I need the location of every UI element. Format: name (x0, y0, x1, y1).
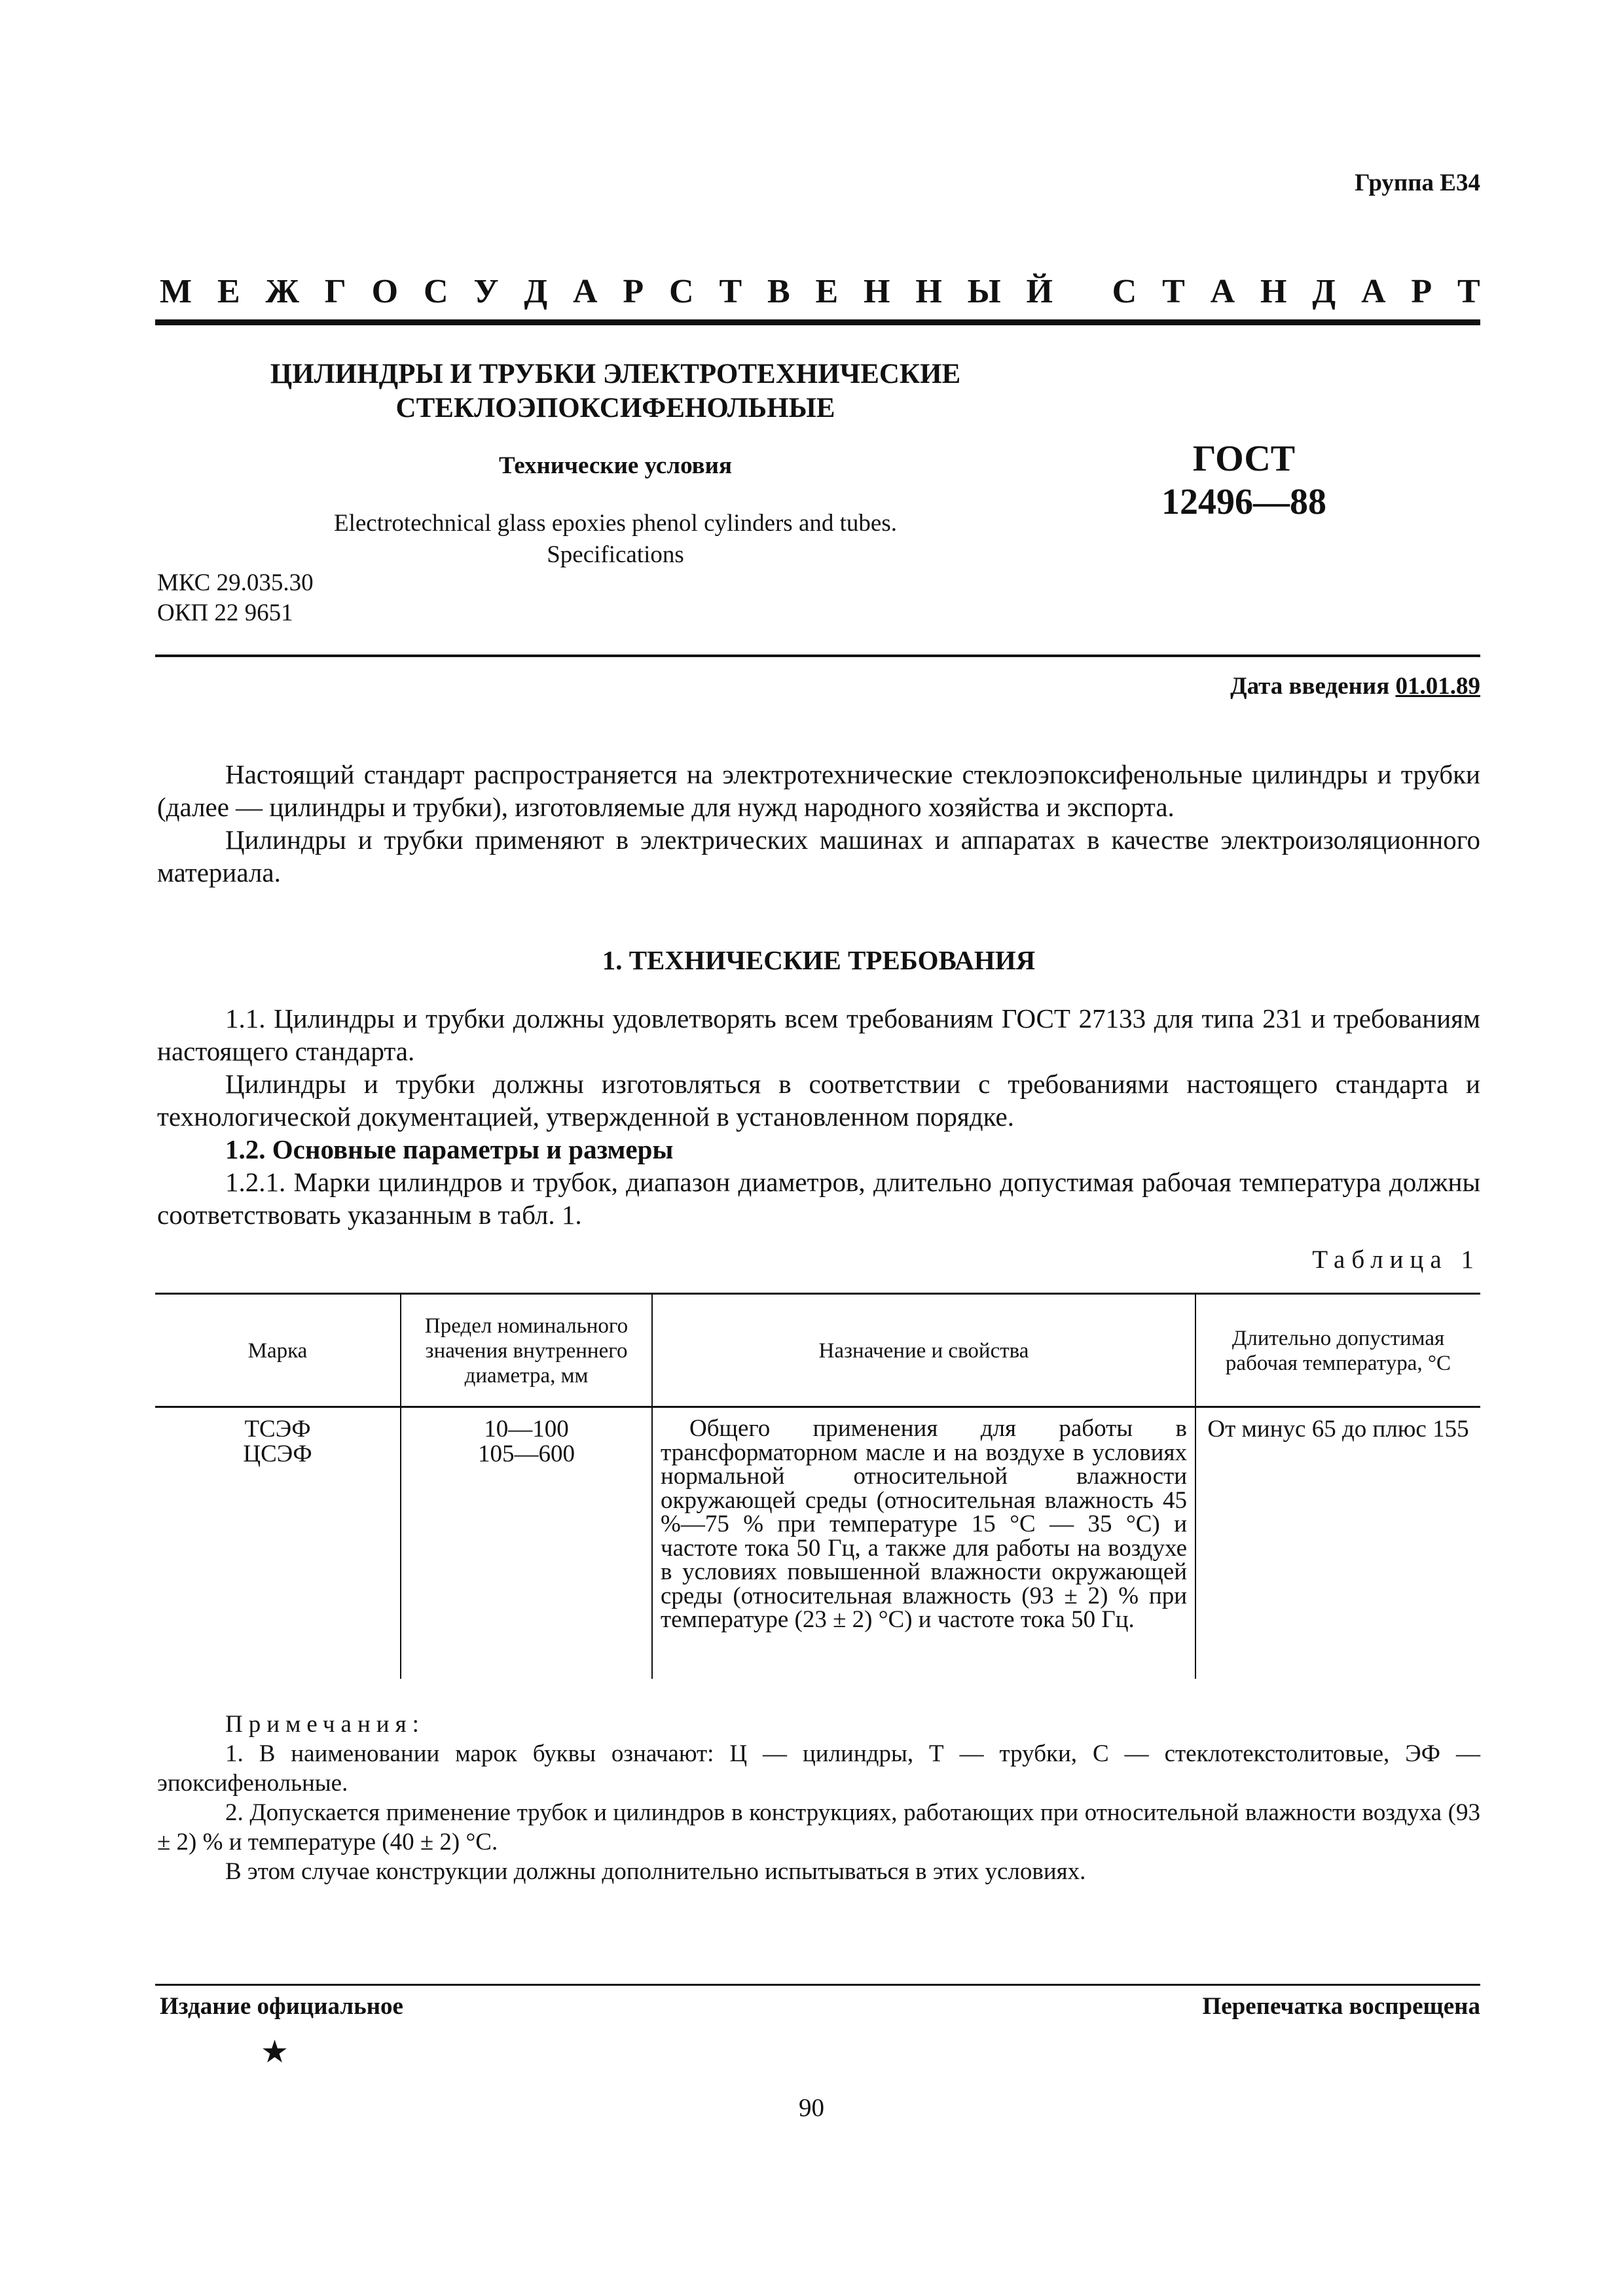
star-icon: ★ (261, 2035, 289, 2070)
table-row (155, 1407, 1480, 1679)
paragraph-1-1: 1.1. Цилиндры и трубки должны удовлетворять всем требованиям ГОСТ 27133 для типа 231 и требованиям настоящего стандарта. (157, 1003, 1480, 1066)
interstate-letter: Ж (265, 273, 299, 310)
paragraph-1-2-1: 1.2.1. Марки цилиндров и трубок, диапазон диаметров, длительно допустимая рабочая температура должны соответствовать указанным в табл. 1. (157, 1167, 1480, 1230)
interstate-letter: Т (719, 273, 742, 310)
classification-codes (157, 568, 314, 628)
paragraph-1-2-heading: 1.2. Основные параметры и размеры (225, 1134, 674, 1164)
diameter-range-1: 10—100 (484, 1416, 569, 1443)
paragraph-1-1-cont: Цилиндры и трубки должны изготовляться в соответствии с требованиями настоящего стандарта и технологической документацией, утвержденной в установленном порядке. (157, 1069, 1480, 1132)
interstate-letter: Й (1026, 273, 1053, 310)
table-notes (157, 1710, 1480, 1886)
official-edition-label: Издание официальное (160, 1993, 403, 2020)
interstate-letter: Р (623, 273, 644, 310)
note-1: 1. В наименовании марок буквы означают: Ц — цилиндры, Т — трубки, С — стеклотекстолитовые, ЭФ — эпоксифенольные. (157, 1740, 1480, 1797)
header-diameter: Предел номинального значения внутреннего диаметра, мм (401, 1294, 652, 1407)
interstate-letter: А (1210, 273, 1235, 310)
interstate-letter: М (160, 273, 192, 310)
interstate-letter: Г (324, 273, 346, 310)
reprint-prohibited-label: Перепечатка воспрещена (1202, 1993, 1480, 2020)
group-label: Группа Е34 (1355, 170, 1480, 196)
header-mark: Марка (155, 1294, 401, 1407)
paragraph-application: Цилиндры и трубки применяют в электрических машинах и аппаратах в качестве электроизоляционного материала. (157, 825, 1480, 888)
title-rule (155, 655, 1480, 657)
interstate-letter: А (1360, 273, 1386, 310)
interstate-letter: У (473, 273, 499, 310)
cell-diameter (401, 1407, 652, 1679)
intro-date-value: 01.01.89 (1395, 673, 1480, 700)
purpose-text: Общего применения для работы в трансформаторном масле и на воздухе в условиях нормальной относительной влажности окружающей среды (относительная влажность 45 %—75 % при температуре 15 °С — 35 °С) и частоте тока 50 Гц, а также для работы на воздухе в условиях повышенной влажности окружающей среды (относительная влажность (93 ± 2) % при температуре (23 ± 2) °С) и частоте тока 50 Гц. (661, 1415, 1187, 1633)
cell-purpose (652, 1407, 1195, 1679)
diameter-range-2: 105—600 (478, 1441, 575, 1467)
okp-code: ОКП 22 9651 (157, 600, 293, 626)
mark-tsef: ТСЭФ (244, 1416, 311, 1443)
interstate-letter: Д (524, 273, 548, 310)
header-temperature: Длительно допустимая рабочая температура, °С (1195, 1294, 1480, 1407)
specification-table (155, 1293, 1480, 1679)
interstate-letter: Д (1312, 273, 1336, 310)
cell-temperature: От минус 65 до плюс 155 (1195, 1407, 1480, 1679)
header-purpose: Назначение и свойства (652, 1294, 1195, 1407)
interstate-letter: Е (815, 273, 839, 310)
title-line-1: ЦИЛИНДРЫ И ТРУБКИ ЭЛЕКТРОТЕХНИЧЕСКИЕ (270, 359, 961, 389)
interstate-letter: О (371, 273, 399, 310)
intro-paragraphs (157, 758, 1480, 889)
interstate-letter: Р (1411, 273, 1432, 310)
interstate-standard-heading (160, 275, 1480, 309)
page-number: 90 (799, 2094, 824, 2122)
table-header-row (155, 1294, 1480, 1407)
title-line-2: СТЕКЛОЭПОКСИФЕНОЛЬНЫЕ (395, 393, 835, 423)
english-title (157, 508, 1074, 571)
interstate-letter: Т (1457, 273, 1480, 310)
interstate-letter: С (423, 273, 448, 310)
gost-code: 12496—88 (1161, 482, 1326, 522)
document-title (157, 357, 1074, 425)
interstate-letter: Е (217, 273, 240, 310)
interstate-letter: Т (1162, 273, 1185, 310)
mark-tssef: ЦСЭФ (243, 1441, 312, 1467)
note-3: В этом случае конструкции должны дополнительно испытываться в этих условиях. (225, 1858, 1086, 1885)
english-title-line-1: Electrotechnical glass epoxies phenol cylinders and tubes. (334, 510, 897, 537)
interstate-letter: В (767, 273, 790, 310)
paragraph-scope: Настоящий стандарт распространяется на электротехнические стеклоэпоксифенольные цилиндры и трубки (далее — цилиндры и трубки), изготовляемые для нужд народного хозяйства и экспорта. (157, 759, 1480, 822)
interstate-letter: Н (915, 273, 942, 310)
interstate-letter: Ы (967, 273, 1001, 310)
cell-mark (155, 1407, 401, 1679)
interstate-letter: С (669, 273, 694, 310)
notes-heading: Примечания: (225, 1711, 425, 1738)
gost-label: ГОСТ (1192, 439, 1296, 479)
table-label: Таблица 1 (1312, 1246, 1480, 1274)
section-1-paragraphs (157, 1002, 1480, 1231)
english-title-line-2: Specifications (547, 541, 684, 568)
interstate-letter: Н (864, 273, 890, 310)
header-rule (155, 319, 1480, 325)
note-2: 2. Допускается применение трубок и цилиндров в конструкциях, работающих при относительной влажности воздуха (93 ± 2) % и температуре (40 ± 2) °С. (157, 1799, 1480, 1856)
footer-rule (155, 1984, 1480, 1986)
interstate-letter: Н (1260, 273, 1287, 310)
interstate-letter (1078, 275, 1087, 309)
document-subtitle: Технические условия (499, 452, 732, 479)
gost-number (1139, 437, 1349, 524)
mks-code: МКС 29.035.30 (157, 569, 314, 596)
interstate-letter: С (1112, 273, 1137, 310)
intro-date-label: Дата введения (1230, 673, 1390, 700)
interstate-letter: А (573, 273, 598, 310)
introduction-date (1230, 672, 1480, 700)
section-heading-1: 1. ТЕХНИЧЕСКИЕ ТРЕБОВАНИЯ (602, 945, 1036, 975)
